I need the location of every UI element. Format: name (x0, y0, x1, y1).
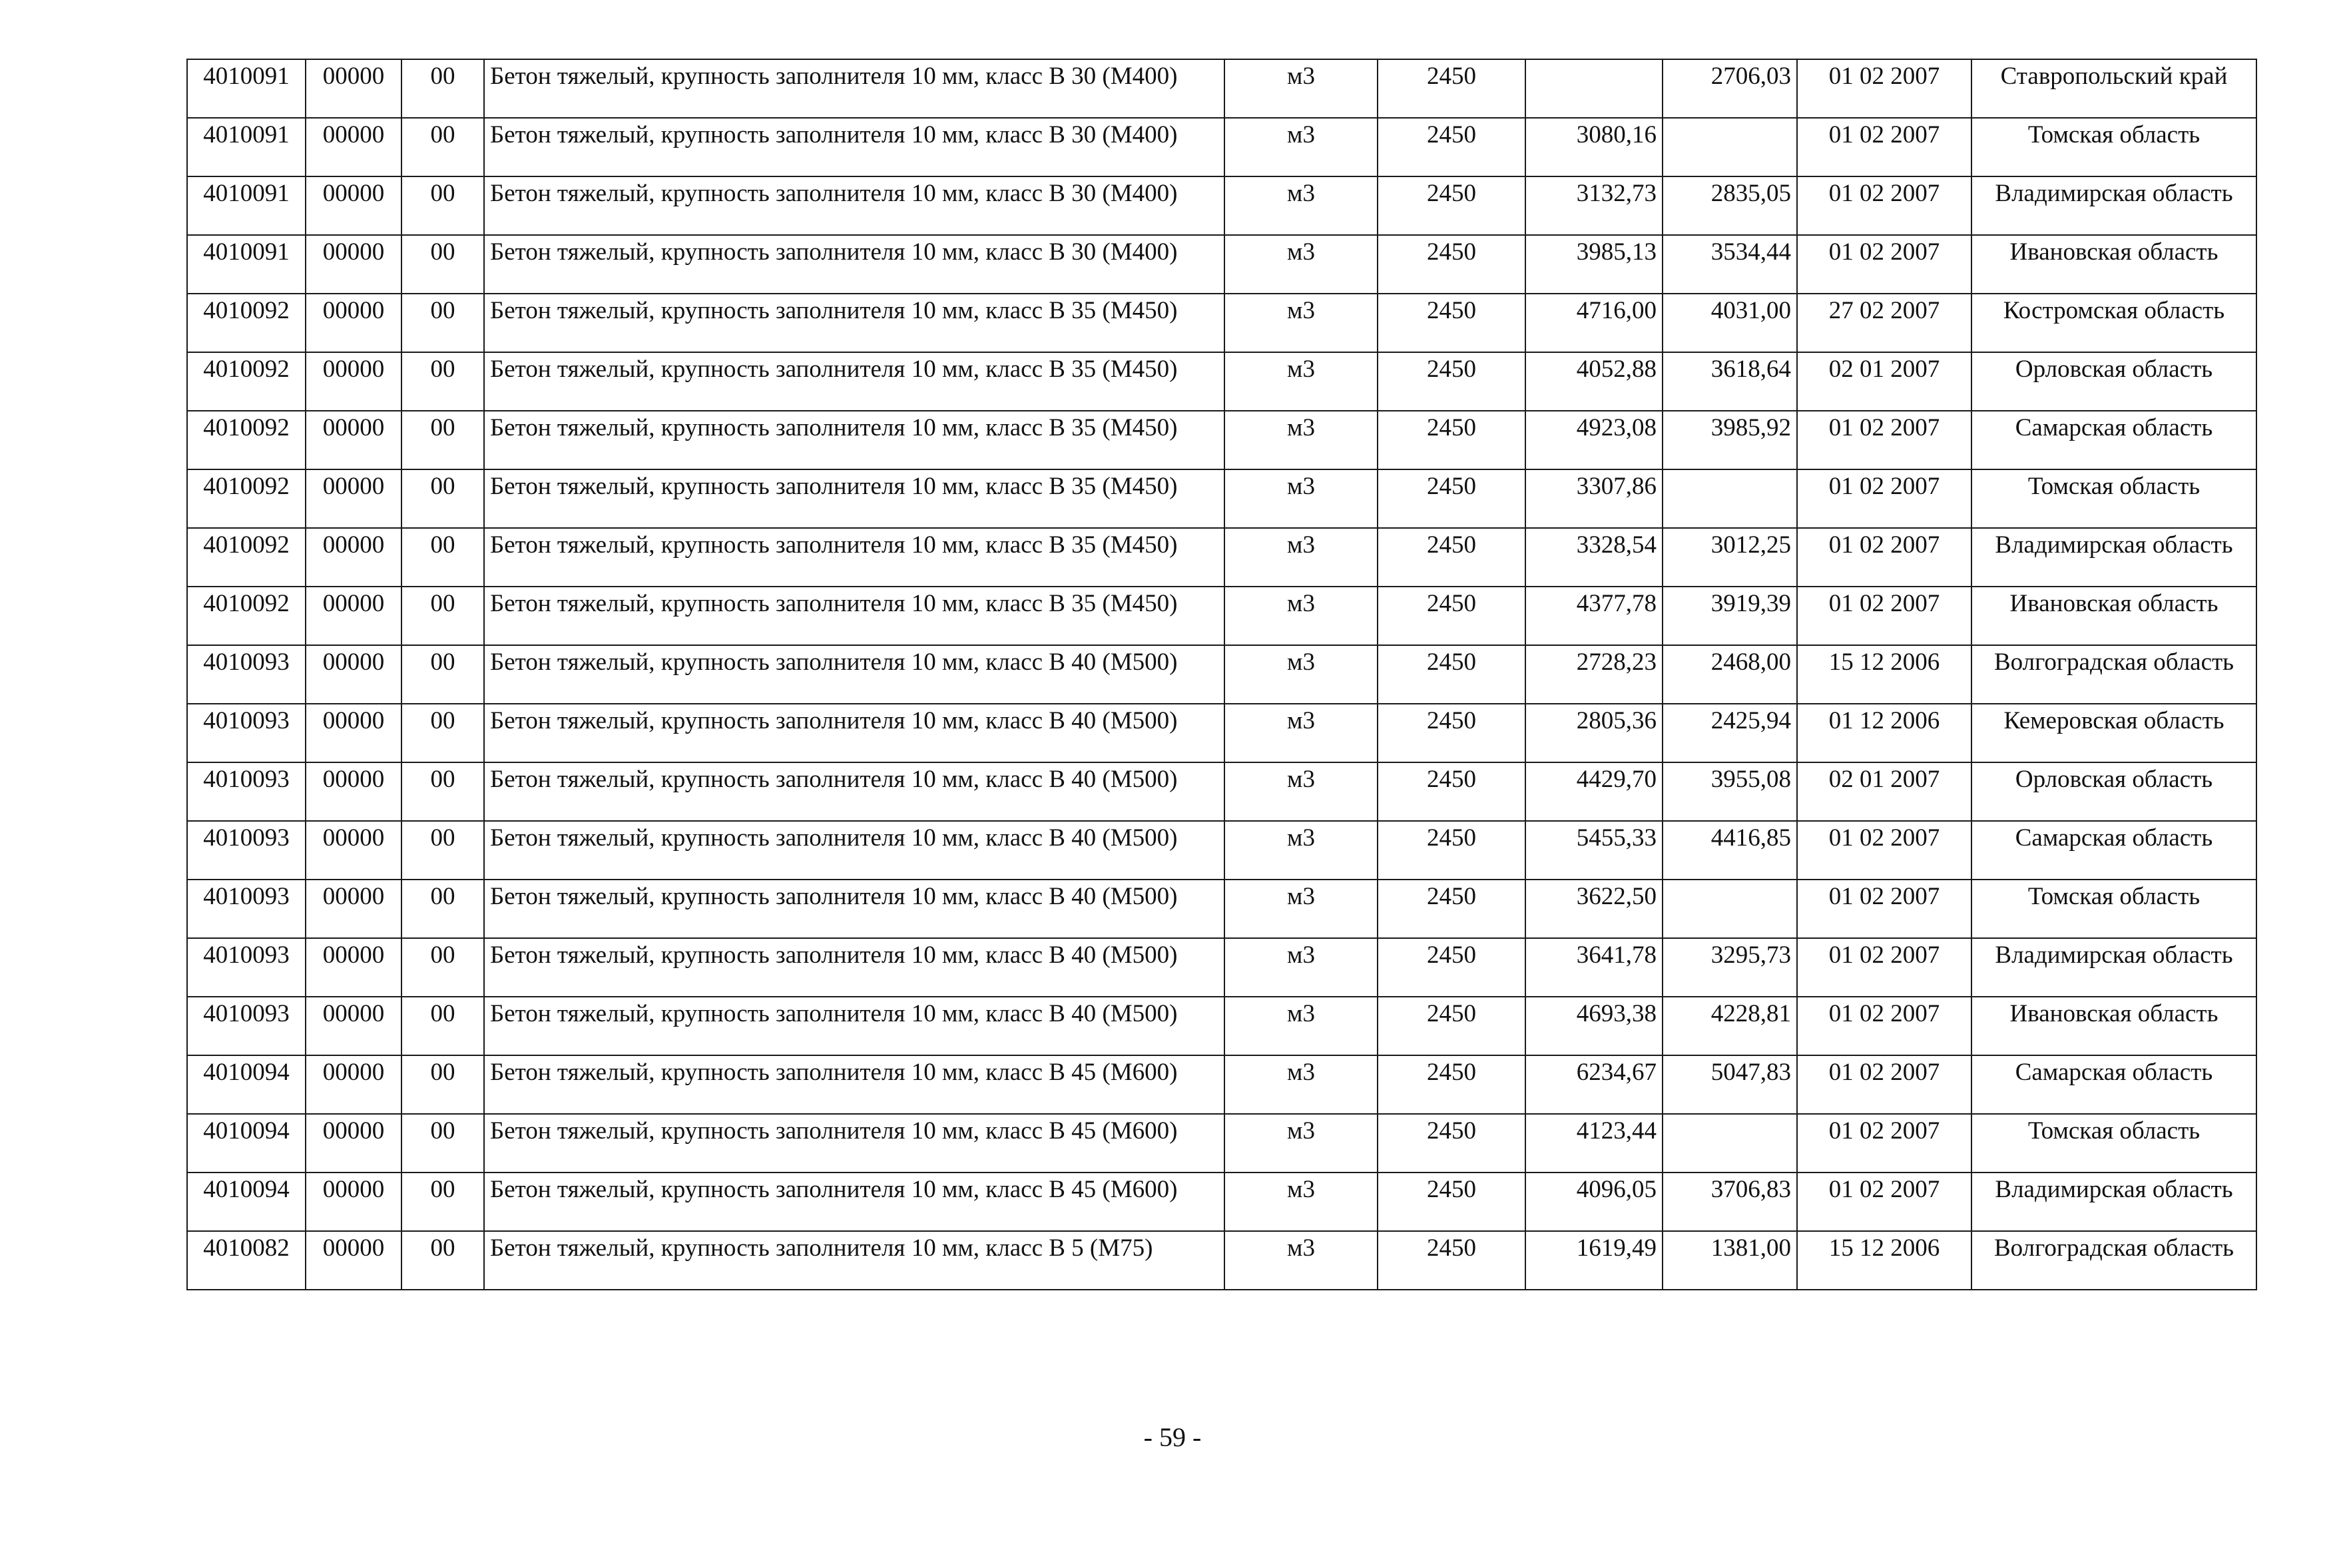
table-row (187, 880, 2256, 938)
cell-price-2: 3955,08 (1663, 762, 1797, 821)
cell-subcode: 00000 (306, 645, 401, 704)
cell-price-1: 3985,13 (1525, 235, 1663, 294)
cell-region: Томская область (1971, 880, 2256, 938)
cell-material-name: Бетон тяжелый, крупность заполнителя 10 мм, класс В 45 (М600) (484, 1173, 1224, 1231)
cell-subcode: 00000 (306, 1173, 401, 1231)
cell-unit: м3 (1224, 352, 1378, 411)
cell-price-1: 1619,49 (1525, 1231, 1663, 1290)
cell-date: 02 01 2007 (1797, 762, 1971, 821)
cell-code: 4010092 (187, 587, 306, 645)
cell-suffix: 00 (401, 880, 484, 938)
cell-subcode: 00000 (306, 880, 401, 938)
table-row (187, 411, 2256, 469)
cell-material-name: Бетон тяжелый, крупность заполнителя 10 мм, класс В 35 (М450) (484, 469, 1224, 528)
cell-price-2: 4228,81 (1663, 997, 1797, 1055)
cell-region: Томская область (1971, 469, 2256, 528)
cell-material-name: Бетон тяжелый, крупность заполнителя 10 мм, класс В 35 (М450) (484, 352, 1224, 411)
cell-material-name: Бетон тяжелый, крупность заполнителя 10 мм, класс В 30 (М400) (484, 59, 1224, 118)
cell-weight: 2450 (1378, 645, 1525, 704)
cell-region: Томская область (1971, 1114, 2256, 1173)
cell-code: 4010082 (187, 1231, 306, 1290)
cell-price-2: 3706,83 (1663, 1173, 1797, 1231)
cell-material-name: Бетон тяжелый, крупность заполнителя 10 мм, класс В 35 (М450) (484, 528, 1224, 587)
cell-code: 4010093 (187, 645, 306, 704)
cell-unit: м3 (1224, 469, 1378, 528)
cell-weight: 2450 (1378, 1055, 1525, 1114)
cell-price-2: 3295,73 (1663, 938, 1797, 997)
cell-material-name: Бетон тяжелый, крупность заполнителя 10 мм, класс В 45 (М600) (484, 1114, 1224, 1173)
cell-price-1: 2728,23 (1525, 645, 1663, 704)
cell-unit: м3 (1224, 1173, 1378, 1231)
cell-region: Владимирская область (1971, 1173, 2256, 1231)
cell-price-2 (1663, 469, 1797, 528)
cell-date: 01 02 2007 (1797, 1114, 1971, 1173)
cell-subcode: 00000 (306, 704, 401, 762)
cell-code: 4010093 (187, 880, 306, 938)
cell-region: Самарская область (1971, 411, 2256, 469)
table-row (187, 587, 2256, 645)
table-row (187, 821, 2256, 880)
cell-weight: 2450 (1378, 880, 1525, 938)
cell-weight: 2450 (1378, 59, 1525, 118)
cell-suffix: 00 (401, 528, 484, 587)
cell-suffix: 00 (401, 294, 484, 352)
cell-unit: м3 (1224, 762, 1378, 821)
cell-subcode: 00000 (306, 997, 401, 1055)
cell-unit: м3 (1224, 704, 1378, 762)
cell-date: 01 02 2007 (1797, 938, 1971, 997)
cell-suffix: 00 (401, 59, 484, 118)
cell-suffix: 00 (401, 1231, 484, 1290)
cell-price-1: 3307,86 (1525, 469, 1663, 528)
table-row (187, 1055, 2256, 1114)
cell-price-2: 2706,03 (1663, 59, 1797, 118)
cell-suffix: 00 (401, 587, 484, 645)
cell-date: 01 02 2007 (1797, 59, 1971, 118)
cell-price-1: 4123,44 (1525, 1114, 1663, 1173)
cell-date: 01 02 2007 (1797, 176, 1971, 235)
cell-weight: 2450 (1378, 1114, 1525, 1173)
cell-material-name: Бетон тяжелый, крупность заполнителя 10 мм, класс В 40 (М500) (484, 880, 1224, 938)
cell-date: 01 02 2007 (1797, 1173, 1971, 1231)
table-row (187, 1173, 2256, 1231)
cell-price-2: 5047,83 (1663, 1055, 1797, 1114)
table-row (187, 645, 2256, 704)
cell-material-name: Бетон тяжелый, крупность заполнителя 10 мм, класс В 30 (М400) (484, 118, 1224, 176)
cell-code: 4010092 (187, 294, 306, 352)
cell-subcode: 00000 (306, 1231, 401, 1290)
table-row (187, 997, 2256, 1055)
cell-price-2: 4031,00 (1663, 294, 1797, 352)
table-row (187, 938, 2256, 997)
cell-weight: 2450 (1378, 294, 1525, 352)
cell-price-1: 3641,78 (1525, 938, 1663, 997)
cell-date: 02 01 2007 (1797, 352, 1971, 411)
cell-subcode: 00000 (306, 1055, 401, 1114)
cell-price-1: 2805,36 (1525, 704, 1663, 762)
cell-subcode: 00000 (306, 118, 401, 176)
cell-price-2: 4416,85 (1663, 821, 1797, 880)
cell-region: Ивановская область (1971, 235, 2256, 294)
cell-price-2: 3012,25 (1663, 528, 1797, 587)
cell-region: Орловская область (1971, 352, 2256, 411)
cell-material-name: Бетон тяжелый, крупность заполнителя 10 мм, класс В 30 (М400) (484, 176, 1224, 235)
cell-weight: 2450 (1378, 704, 1525, 762)
cell-weight: 2450 (1378, 938, 1525, 997)
cell-suffix: 00 (401, 352, 484, 411)
cell-date: 01 02 2007 (1797, 411, 1971, 469)
cell-suffix: 00 (401, 938, 484, 997)
cell-weight: 2450 (1378, 528, 1525, 587)
table-row (187, 469, 2256, 528)
cell-price-2: 1381,00 (1663, 1231, 1797, 1290)
cell-code: 4010093 (187, 997, 306, 1055)
cell-weight: 2450 (1378, 587, 1525, 645)
cell-material-name: Бетон тяжелый, крупность заполнителя 10 мм, класс В 40 (М500) (484, 938, 1224, 997)
table-body (187, 59, 2256, 1290)
cell-unit: м3 (1224, 587, 1378, 645)
cell-suffix: 00 (401, 118, 484, 176)
cell-unit: м3 (1224, 1114, 1378, 1173)
cell-region: Ивановская область (1971, 587, 2256, 645)
cell-material-name: Бетон тяжелый, крупность заполнителя 10 мм, класс В 40 (М500) (484, 997, 1224, 1055)
cell-suffix: 00 (401, 235, 484, 294)
cell-subcode: 00000 (306, 469, 401, 528)
table-row (187, 1231, 2256, 1290)
cell-price-2: 2425,94 (1663, 704, 1797, 762)
table-row (187, 762, 2256, 821)
cell-code: 4010091 (187, 59, 306, 118)
cell-price-2: 3985,92 (1663, 411, 1797, 469)
cell-suffix: 00 (401, 176, 484, 235)
cell-region: Самарская область (1971, 1055, 2256, 1114)
cell-region: Томская область (1971, 118, 2256, 176)
cell-region: Волгоградская область (1971, 645, 2256, 704)
cell-material-name: Бетон тяжелый, крупность заполнителя 10 мм, класс В 5 (М75) (484, 1231, 1224, 1290)
cell-weight: 2450 (1378, 235, 1525, 294)
cell-suffix: 00 (401, 1114, 484, 1173)
cell-date: 27 02 2007 (1797, 294, 1971, 352)
cell-subcode: 00000 (306, 762, 401, 821)
cell-suffix: 00 (401, 1055, 484, 1114)
cell-subcode: 00000 (306, 352, 401, 411)
cell-code: 4010092 (187, 528, 306, 587)
cell-price-1: 4377,78 (1525, 587, 1663, 645)
cell-price-1: 4693,38 (1525, 997, 1663, 1055)
cell-code: 4010091 (187, 118, 306, 176)
cell-suffix: 00 (401, 997, 484, 1055)
cell-date: 01 02 2007 (1797, 118, 1971, 176)
cell-suffix: 00 (401, 1173, 484, 1231)
cell-suffix: 00 (401, 821, 484, 880)
cell-date: 01 12 2006 (1797, 704, 1971, 762)
cell-region: Ивановская область (1971, 997, 2256, 1055)
cell-code: 4010092 (187, 352, 306, 411)
cell-unit: м3 (1224, 59, 1378, 118)
cell-price-1: 3132,73 (1525, 176, 1663, 235)
cell-material-name: Бетон тяжелый, крупность заполнителя 10 мм, класс В 40 (М500) (484, 762, 1224, 821)
cell-price-1: 6234,67 (1525, 1055, 1663, 1114)
cell-price-1: 3328,54 (1525, 528, 1663, 587)
cell-region: Кемеровская область (1971, 704, 2256, 762)
table-row (187, 528, 2256, 587)
cell-suffix: 00 (401, 704, 484, 762)
cell-price-1: 4052,88 (1525, 352, 1663, 411)
cell-subcode: 00000 (306, 587, 401, 645)
cell-unit: м3 (1224, 938, 1378, 997)
cell-date: 01 02 2007 (1797, 880, 1971, 938)
cell-weight: 2450 (1378, 176, 1525, 235)
cell-weight: 2450 (1378, 997, 1525, 1055)
cell-date: 01 02 2007 (1797, 587, 1971, 645)
cell-region: Волгоградская область (1971, 1231, 2256, 1290)
cell-material-name: Бетон тяжелый, крупность заполнителя 10 мм, класс В 35 (М450) (484, 587, 1224, 645)
cell-weight: 2450 (1378, 1173, 1525, 1231)
cell-subcode: 00000 (306, 59, 401, 118)
cell-unit: м3 (1224, 997, 1378, 1055)
cell-price-2: 2468,00 (1663, 645, 1797, 704)
cell-region: Владимирская область (1971, 528, 2256, 587)
cell-subcode: 00000 (306, 821, 401, 880)
cell-unit: м3 (1224, 411, 1378, 469)
cell-code: 4010091 (187, 176, 306, 235)
cell-date: 15 12 2006 (1797, 645, 1971, 704)
table-row (187, 59, 2256, 118)
cell-region: Владимирская область (1971, 938, 2256, 997)
cell-weight: 2450 (1378, 352, 1525, 411)
cell-code: 4010091 (187, 235, 306, 294)
cell-code: 4010094 (187, 1173, 306, 1231)
cell-unit: м3 (1224, 294, 1378, 352)
page-number: - 59 - (1143, 1422, 1202, 1452)
cell-price-2: 3618,64 (1663, 352, 1797, 411)
cell-unit: м3 (1224, 176, 1378, 235)
cell-price-2: 3534,44 (1663, 235, 1797, 294)
cell-code: 4010094 (187, 1114, 306, 1173)
cell-price-2 (1663, 1114, 1797, 1173)
cell-code: 4010093 (187, 704, 306, 762)
cell-subcode: 00000 (306, 176, 401, 235)
cell-price-1: 5455,33 (1525, 821, 1663, 880)
cell-region: Владимирская область (1971, 176, 2256, 235)
cell-subcode: 00000 (306, 294, 401, 352)
cell-date: 01 02 2007 (1797, 235, 1971, 294)
cell-material-name: Бетон тяжелый, крупность заполнителя 10 мм, класс В 35 (М450) (484, 411, 1224, 469)
cell-subcode: 00000 (306, 235, 401, 294)
cell-price-1: 3622,50 (1525, 880, 1663, 938)
cell-unit: м3 (1224, 880, 1378, 938)
cell-weight: 2450 (1378, 821, 1525, 880)
cell-suffix: 00 (401, 469, 484, 528)
cell-price-1: 4429,70 (1525, 762, 1663, 821)
cell-unit: м3 (1224, 235, 1378, 294)
cell-date: 01 02 2007 (1797, 821, 1971, 880)
cell-weight: 2450 (1378, 411, 1525, 469)
cell-subcode: 00000 (306, 528, 401, 587)
cell-price-2 (1663, 880, 1797, 938)
cell-subcode: 00000 (306, 938, 401, 997)
cell-material-name: Бетон тяжелый, крупность заполнителя 10 мм, класс В 35 (М450) (484, 294, 1224, 352)
cell-price-2: 3919,39 (1663, 587, 1797, 645)
table-row (187, 176, 2256, 235)
cell-code: 4010092 (187, 411, 306, 469)
table-row (187, 1114, 2256, 1173)
table-row (187, 118, 2256, 176)
cell-code: 4010093 (187, 821, 306, 880)
table-row (187, 235, 2256, 294)
cell-material-name: Бетон тяжелый, крупность заполнителя 10 мм, класс В 40 (М500) (484, 645, 1224, 704)
cell-material-name: Бетон тяжелый, крупность заполнителя 10 мм, класс В 30 (М400) (484, 235, 1224, 294)
cell-price-1 (1525, 59, 1663, 118)
cell-code: 4010094 (187, 1055, 306, 1114)
table-row (187, 704, 2256, 762)
cell-date: 01 02 2007 (1797, 997, 1971, 1055)
cell-code: 4010093 (187, 762, 306, 821)
cell-weight: 2450 (1378, 118, 1525, 176)
cell-weight: 2450 (1378, 1231, 1525, 1290)
cell-region: Самарская область (1971, 821, 2256, 880)
cell-date: 01 02 2007 (1797, 469, 1971, 528)
cell-material-name: Бетон тяжелый, крупность заполнителя 10 мм, класс В 40 (М500) (484, 821, 1224, 880)
cell-unit: м3 (1224, 528, 1378, 587)
cell-unit: м3 (1224, 645, 1378, 704)
cell-weight: 2450 (1378, 762, 1525, 821)
cell-suffix: 00 (401, 645, 484, 704)
cell-region: Орловская область (1971, 762, 2256, 821)
cell-unit: м3 (1224, 821, 1378, 880)
cell-price-2: 2835,05 (1663, 176, 1797, 235)
cell-suffix: 00 (401, 411, 484, 469)
cell-unit: м3 (1224, 1055, 1378, 1114)
cell-date: 01 02 2007 (1797, 1055, 1971, 1114)
cell-material-name: Бетон тяжелый, крупность заполнителя 10 мм, класс В 45 (М600) (484, 1055, 1224, 1114)
table-row (187, 294, 2256, 352)
cell-code: 4010092 (187, 469, 306, 528)
cell-price-1: 3080,16 (1525, 118, 1663, 176)
cell-unit: м3 (1224, 1231, 1378, 1290)
cell-material-name: Бетон тяжелый, крупность заполнителя 10 мм, класс В 40 (М500) (484, 704, 1224, 762)
cell-subcode: 00000 (306, 1114, 401, 1173)
cell-price-2 (1663, 118, 1797, 176)
cell-unit: м3 (1224, 118, 1378, 176)
cell-date: 01 02 2007 (1797, 528, 1971, 587)
cell-price-1: 4716,00 (1525, 294, 1663, 352)
price-table (186, 59, 2257, 1290)
cell-price-1: 4923,08 (1525, 411, 1663, 469)
table-row (187, 352, 2256, 411)
cell-price-1: 4096,05 (1525, 1173, 1663, 1231)
cell-weight: 2450 (1378, 469, 1525, 528)
cell-date: 15 12 2006 (1797, 1231, 1971, 1290)
cell-subcode: 00000 (306, 411, 401, 469)
cell-region: Ставропольский край (1971, 59, 2256, 118)
cell-region: Костромская область (1971, 294, 2256, 352)
cell-code: 4010093 (187, 938, 306, 997)
cell-suffix: 00 (401, 762, 484, 821)
